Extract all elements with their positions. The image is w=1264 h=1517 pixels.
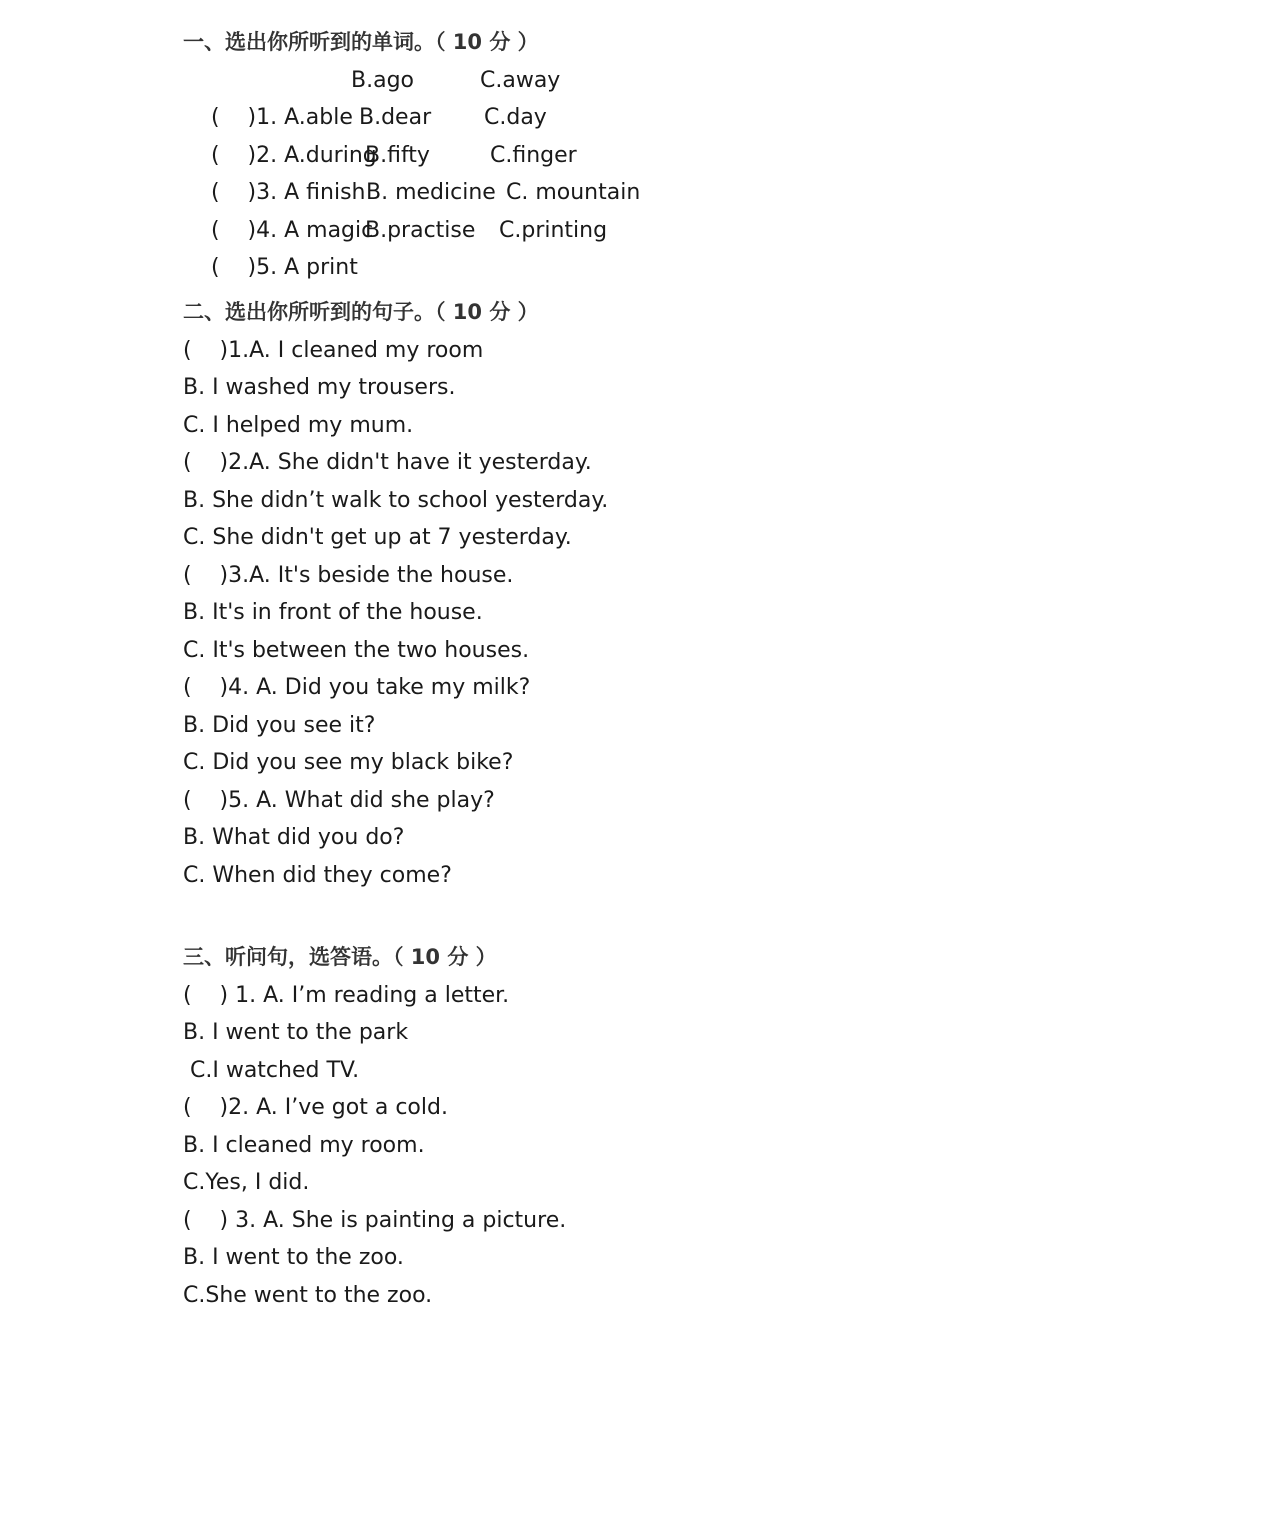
- section2-line: C. Did you see my black bike?: [183, 750, 514, 775]
- option-b: B.ago: [351, 67, 414, 93]
- section2-line: B. It's in front of the house.: [183, 600, 483, 625]
- section3-line: B. I cleaned my room.: [183, 1132, 425, 1158]
- section2-line: B. What did you do?: [183, 825, 405, 850]
- option-b: B.fifty: [365, 142, 430, 168]
- section3-line: C.She went to the zoo.: [183, 1282, 433, 1308]
- section2-line: ( )5. A. What did she play?: [183, 787, 495, 813]
- section3-line: ( )2. A. I’ve got a cold.: [183, 1095, 448, 1120]
- section2-line: C. When did they come?: [183, 862, 452, 888]
- option-c: C.away: [480, 67, 561, 93]
- section2-line: ( )4. A. Did you take my milk?: [183, 675, 531, 700]
- worksheet: [183, 24, 1083, 1314]
- option-b: B.dear: [359, 105, 432, 130]
- section3-line: ( ) 3. A. She is painting a picture.: [183, 1207, 567, 1233]
- section3-line: C.I watched TV.: [183, 1057, 360, 1083]
- section-gap: [183, 894, 1083, 939]
- section2-line: ( )3.A. It's beside the house.: [183, 562, 514, 588]
- item-prompt: ( )2. A.during: [210, 142, 377, 168]
- section3-line: B. I went to the park: [183, 1020, 409, 1045]
- section2-line: B. She didn’t walk to school yesterday.: [183, 487, 609, 513]
- section2-line: C. She didn't get up at 7 yesterday.: [183, 525, 572, 550]
- option-c: C. mountain: [506, 180, 641, 205]
- section2-line: C. I helped my mum.: [183, 412, 414, 438]
- section2-line: C. It's between the two houses.: [183, 637, 530, 663]
- item-prompt: ( )4. A magic: [210, 217, 374, 243]
- section1-title: 一、选出你所听到的单词。（ 10 分 ）: [183, 30, 539, 54]
- section3-line: C.Yes, I did.: [183, 1170, 310, 1195]
- section2-line: ( )2.A. She didn't have it yesterday.: [183, 450, 592, 475]
- section2-line: B. Did you see it?: [183, 712, 376, 738]
- section3-line: B. I went to the zoo.: [183, 1245, 404, 1270]
- option-b: B. medicine: [366, 180, 496, 205]
- section2-line: ( )1.A. I cleaned my room: [183, 337, 484, 363]
- item-prompt: ( )1. A.able: [210, 105, 353, 130]
- item-prompt: ( )3. A finish: [210, 180, 366, 205]
- option-c: C.day: [484, 105, 547, 130]
- section2-line: B. I washed my trousers.: [183, 375, 456, 400]
- item-prompt: ( )5. A print: [210, 255, 358, 280]
- section1-item-5: [183, 212, 1083, 280]
- option-b: B.practise: [365, 217, 476, 243]
- option-c: C.printing: [499, 217, 608, 243]
- section3-title: 三、听问句，选答语。（ 10 分 ）: [183, 945, 497, 969]
- section3-line: ( ) 1. A. I’m reading a letter.: [183, 982, 510, 1008]
- option-c: C.finger: [490, 142, 577, 168]
- section2-title: 二、选出你所听到的句子。（ 10 分 ）: [183, 300, 539, 324]
